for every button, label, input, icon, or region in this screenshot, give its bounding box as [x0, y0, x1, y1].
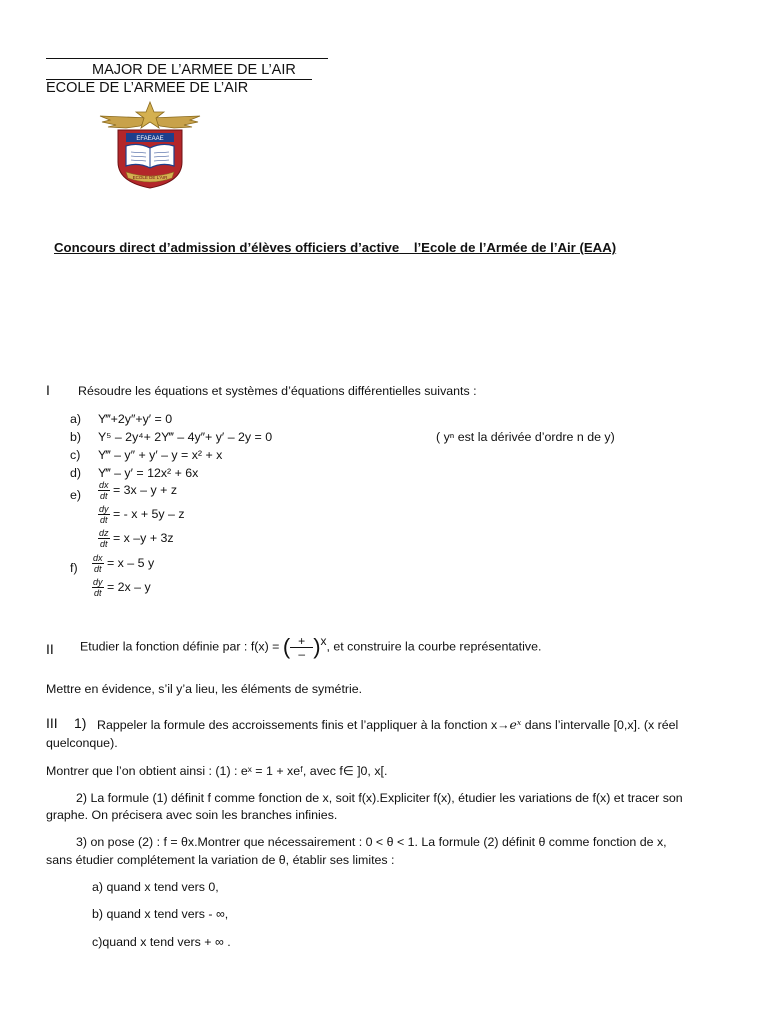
item-f-label: f)	[70, 561, 78, 575]
item-e-label: e)	[70, 488, 82, 502]
fraction-dy-dt: $\frac{dy}{dt}$	[99, 504, 109, 525]
section-3-number: III	[46, 715, 58, 731]
fraction-dz-dt: $\frac{dz}{dt}$	[99, 528, 109, 549]
limit-item-c: c)quand x tend vers + ∞ .	[92, 935, 231, 949]
item-a-equation: Y‴+2y″+y′ = 0	[98, 412, 173, 426]
system-e-line-3: $\frac{dz}{dt}$ = x –y + 3z	[99, 528, 174, 549]
system-f-line-2: $\frac{dy}{dt}$ = 2x – y	[93, 577, 151, 598]
item-d-label: d)	[70, 466, 82, 480]
fraction-dy-dt: $\frac{dy}{dt}$	[93, 577, 103, 598]
system-e-line-2: $\frac{dy}{dt}$ = - x + 5y – z	[99, 504, 185, 525]
header-line-1: MAJOR DE L’ARMEE DE L’AIR	[92, 62, 296, 78]
function-exponent: x	[320, 634, 327, 649]
item-a-label: a)	[70, 412, 82, 426]
item-d-equation: Y‴ – y′ = 12x² + 6x	[98, 466, 199, 480]
header-rule	[46, 58, 328, 59]
open-paren: (	[282, 634, 291, 659]
section-2-number: II	[46, 641, 54, 657]
limit-item-b: b) quand x tend vers - ∞,	[92, 907, 229, 921]
section-3-sub-1: 1)	[74, 715, 87, 731]
section-3-para-1: Rappeler la formule des accroissements finis et l’appliquer à la fonction x→eˣ dans l’intervalle [0,x]. (x réel	[97, 717, 679, 732]
item-c-label: c)	[70, 448, 81, 462]
fraction-dx-dt: $\frac{dx}{dt}$	[93, 553, 103, 574]
section-3-para-3: 2) La formule (1) définit f comme fonction de x, soit f(x).Expliciter f(x), étudier les variations de f(x) et tracer son	[76, 791, 683, 805]
system-e-line-1: $\frac{dx}{dt}$ = 3x – y + z	[99, 480, 178, 501]
item-b-equation: Y⁵ – 2y⁴+ 2Y‴ – 4y″+ y′ – 2y = 0	[98, 430, 273, 444]
section-2-function-line	[80, 634, 541, 660]
section-3-para-2: Montrer que l’on obtient ainsi : (1) : eˣ = 1 + xeᶠ, avec f∈ ]0, x[.	[46, 764, 388, 778]
section-2-symmetry: Mettre en évidence, s’il y’a lieu, les éléments de symétrie.	[46, 682, 363, 696]
section-1-intro: Résoudre les équations et systèmes d’équations différentielles suivants :	[78, 384, 477, 398]
section-2-text-before: Etudier la fonction définie par : f(x) =	[80, 639, 280, 654]
logo-banner-text: EFAEAAE	[136, 136, 164, 142]
item-c-equation: Y‴ – y″ + y′ – y = x² + x	[98, 448, 223, 462]
exam-title: Concours direct d’admission d’élèves officiers d’active l’Ecole de l’Armée de l’Air (EAA)	[54, 240, 617, 255]
section-3-para-4-cont: sans étudier complétement la variation de θ, établir ses limites :	[46, 853, 395, 867]
section-3-para-3-cont: graphe. On précisera avec soin les branches infinies.	[46, 808, 338, 822]
derivative-note: ( yⁿ est la dérivée d’ordre n de y)	[436, 430, 615, 444]
section-3-para-4: 3) on pose (2) : f = θx.Montrer que nécessairement : 0 < θ < 1. La formule (2) définit θ comme fonction de x,	[76, 835, 667, 849]
header-line-2: ECOLE DE L’ARMEE DE L’AIR	[46, 80, 249, 96]
limit-item-a: a) quand x tend vers 0,	[92, 880, 219, 894]
logo-ribbon-text: ECOLE DE L'AIR	[132, 175, 168, 180]
section-1-number: I	[46, 382, 50, 398]
school-emblem-logo	[96, 100, 204, 192]
fraction-dx-dt: $\frac{dx}{dt}$	[99, 480, 109, 501]
section-2-text-after: , et construire la courbe représentative.	[326, 639, 542, 654]
system-f-line-1: $\frac{dx}{dt}$ = x – 5 y	[93, 553, 155, 574]
close-paren: )	[313, 634, 321, 659]
item-b-label: b)	[70, 430, 82, 444]
function-fraction: $\frac{+}{-}$	[290, 635, 313, 660]
section-3-para-1-cont: quelconque).	[46, 736, 118, 750]
